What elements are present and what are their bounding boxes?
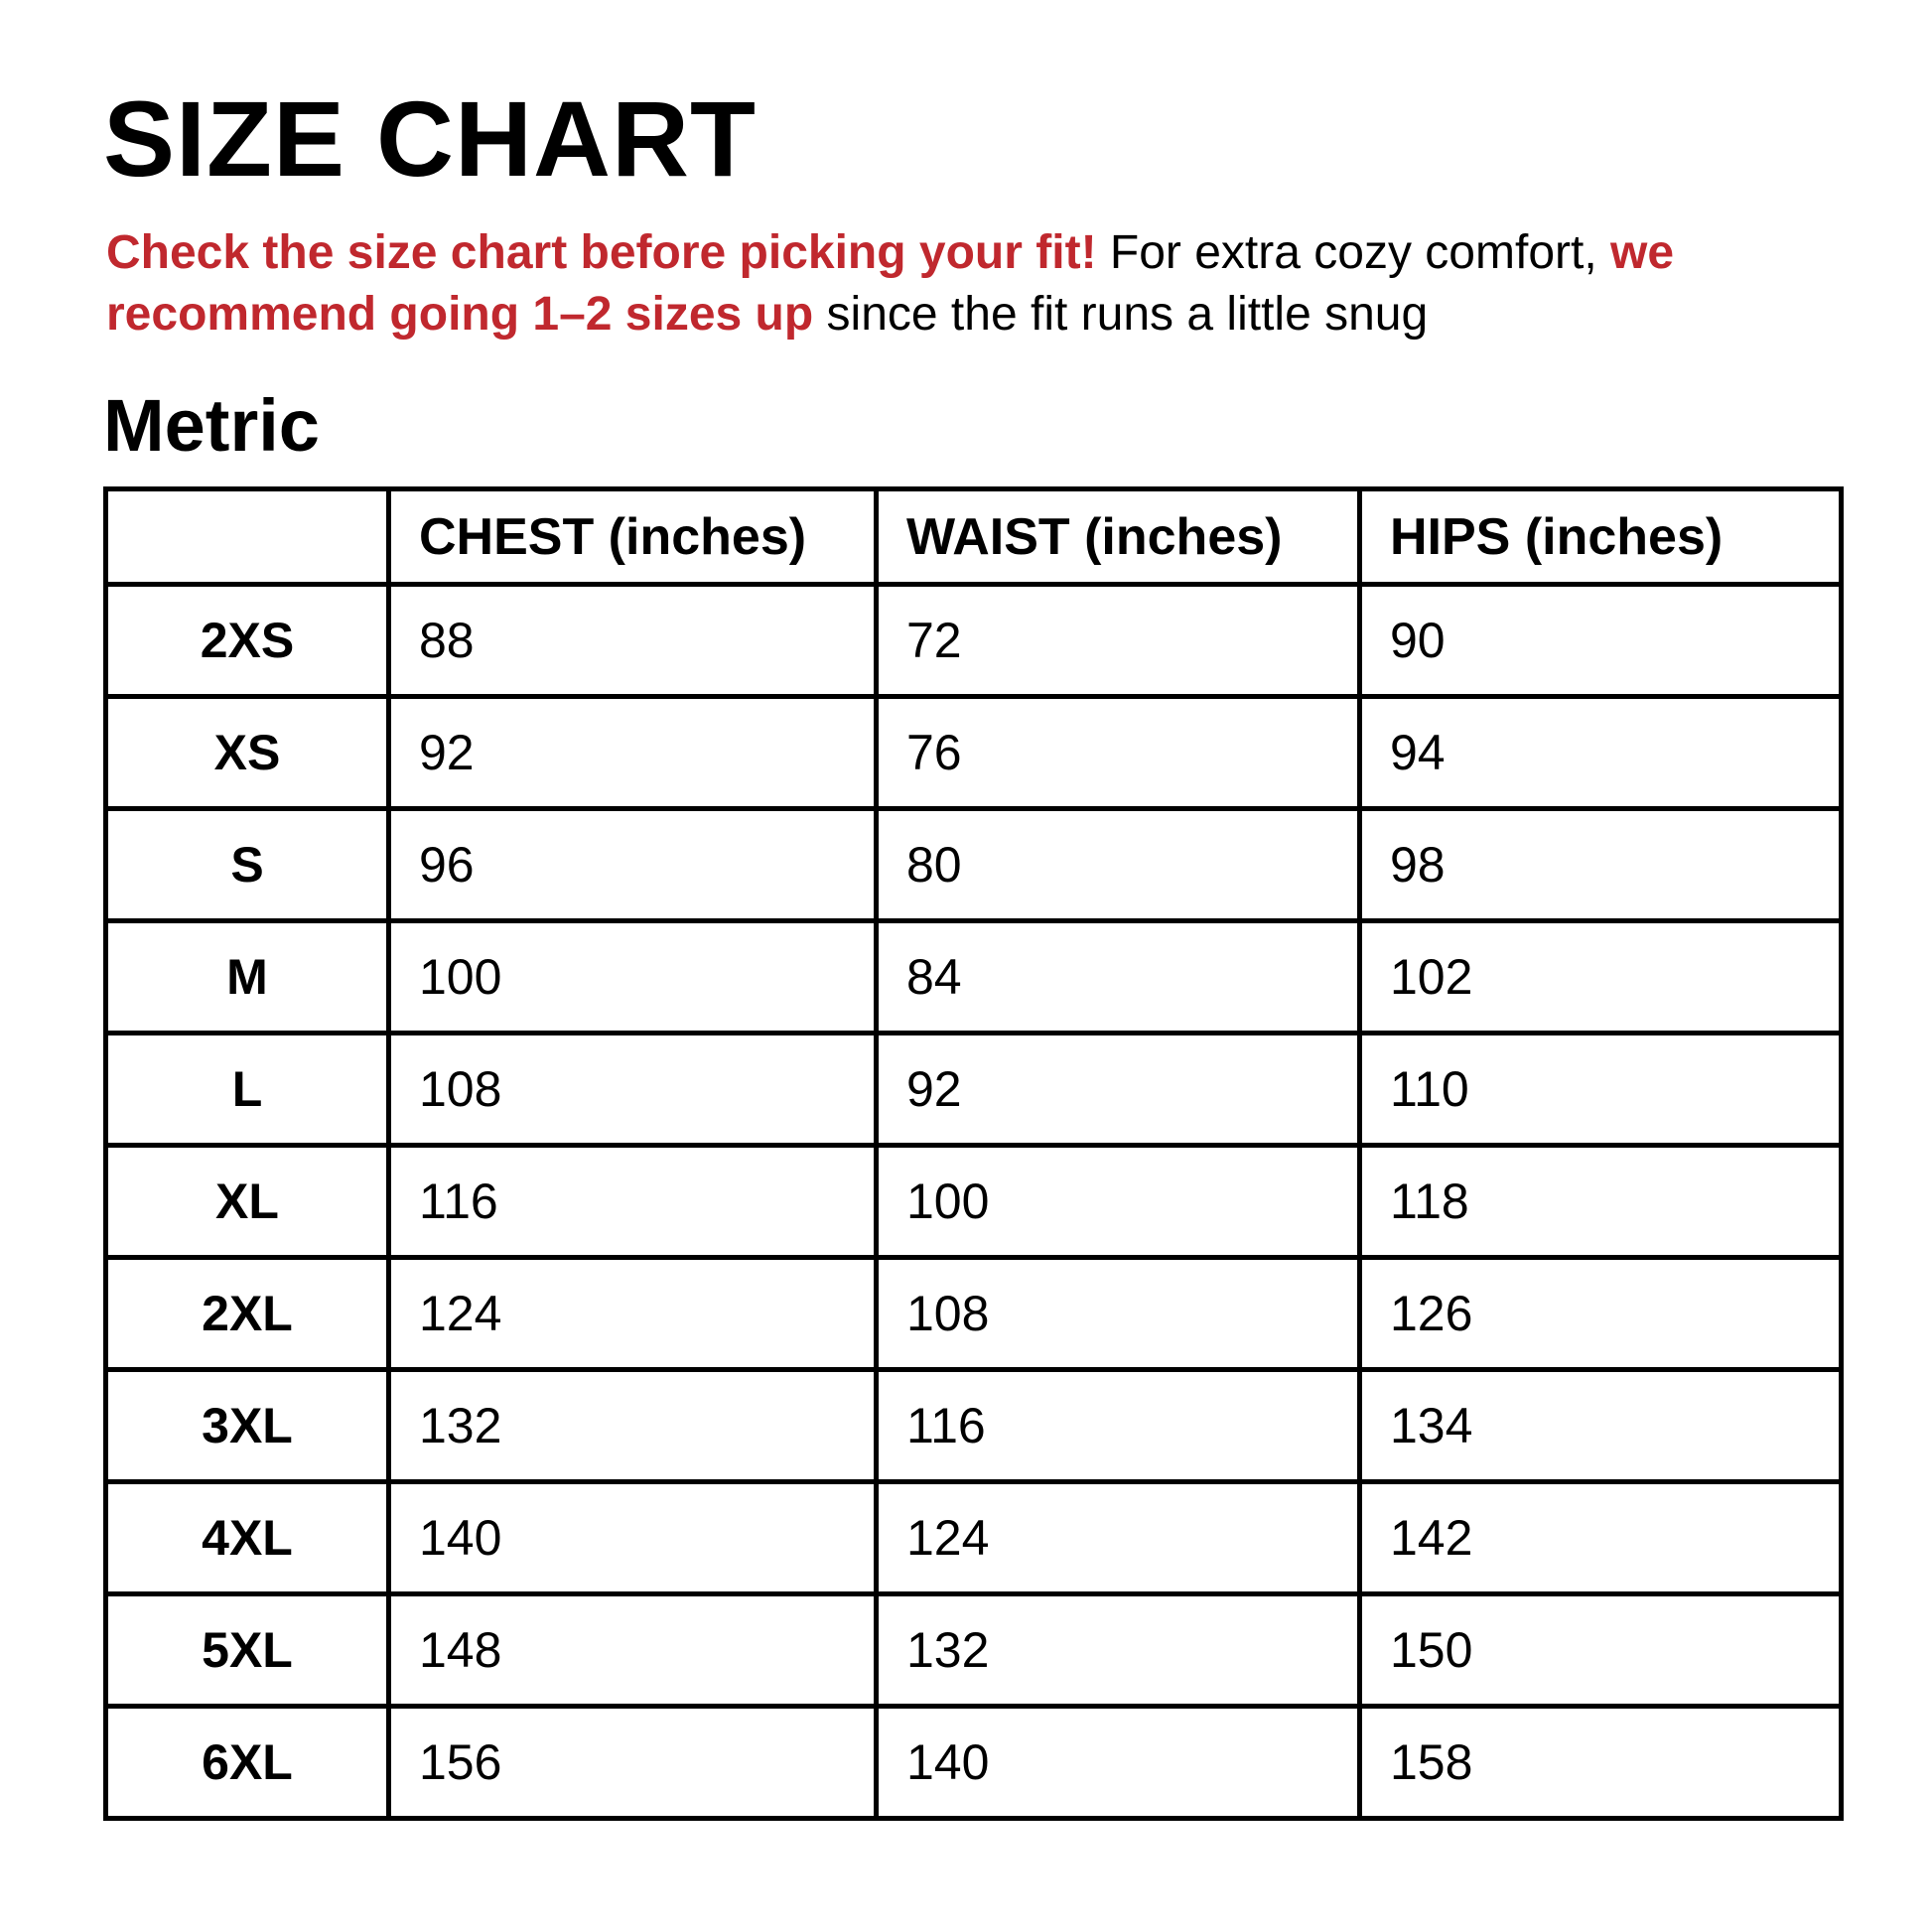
size-table	[103, 486, 1844, 1821]
header-hips: HIPS (inches)	[1360, 489, 1842, 585]
hips-cell: 90	[1360, 585, 1842, 697]
intro-normal-1: For extra cozy comfort,	[1096, 226, 1610, 279]
table-row	[106, 1034, 1842, 1146]
chest-cell: 100	[389, 921, 877, 1034]
hips-cell: 94	[1360, 697, 1842, 809]
header-waist: WAIST (inches)	[877, 489, 1360, 585]
table-row	[106, 585, 1842, 697]
hips-cell: 158	[1360, 1707, 1842, 1819]
chest-cell: 148	[389, 1594, 877, 1707]
hips-cell: 150	[1360, 1594, 1842, 1707]
size-cell: 2XS	[106, 585, 389, 697]
waist-cell: 124	[877, 1482, 1360, 1594]
waist-cell: 72	[877, 585, 1360, 697]
table-row	[106, 1370, 1842, 1482]
header-chest: CHEST (inches)	[389, 489, 877, 585]
chest-cell: 96	[389, 809, 877, 921]
waist-cell: 76	[877, 697, 1360, 809]
waist-cell: 100	[877, 1146, 1360, 1258]
size-cell: S	[106, 809, 389, 921]
size-cell: XL	[106, 1146, 389, 1258]
chest-cell: 140	[389, 1482, 877, 1594]
chest-cell: 156	[389, 1707, 877, 1819]
hips-cell: 102	[1360, 921, 1842, 1034]
table-row	[106, 809, 1842, 921]
header-size	[106, 489, 389, 585]
size-cell: 4XL	[106, 1482, 389, 1594]
waist-cell: 116	[877, 1370, 1360, 1482]
waist-cell: 108	[877, 1258, 1360, 1370]
intro-accent-1: Check the size chart before picking your fit!	[106, 226, 1097, 279]
hips-cell: 118	[1360, 1146, 1842, 1258]
waist-cell: 140	[877, 1707, 1360, 1819]
table-row	[106, 1594, 1842, 1707]
hips-cell: 110	[1360, 1034, 1842, 1146]
waist-cell: 92	[877, 1034, 1360, 1146]
waist-cell: 80	[877, 809, 1360, 921]
chest-cell: 132	[389, 1370, 877, 1482]
table-row	[106, 1707, 1842, 1819]
waist-cell: 84	[877, 921, 1360, 1034]
hips-cell: 98	[1360, 809, 1842, 921]
size-cell: M	[106, 921, 389, 1034]
size-cell: 2XL	[106, 1258, 389, 1370]
size-cell: 6XL	[106, 1707, 389, 1819]
intro-normal-2: since the fit runs a little snug	[813, 288, 1429, 341]
table-row	[106, 1258, 1842, 1370]
waist-cell: 132	[877, 1594, 1360, 1707]
section-title-metric: Metric	[103, 384, 320, 467]
hips-cell: 142	[1360, 1482, 1842, 1594]
chest-cell: 92	[389, 697, 877, 809]
page-title: SIZE CHART	[103, 78, 757, 199]
hips-cell: 134	[1360, 1370, 1842, 1482]
size-cell: L	[106, 1034, 389, 1146]
size-cell: 3XL	[106, 1370, 389, 1482]
size-cell: XS	[106, 697, 389, 809]
chest-cell: 116	[389, 1146, 877, 1258]
table-row	[106, 1482, 1842, 1594]
table-row	[106, 921, 1842, 1034]
hips-cell: 126	[1360, 1258, 1842, 1370]
size-cell: 5XL	[106, 1594, 389, 1707]
table-row	[106, 1146, 1842, 1258]
table-row	[106, 697, 1842, 809]
intro-accent-2: we recommend going 1–2 sizes up	[106, 226, 1675, 341]
intro-text	[106, 222, 1854, 345]
chest-cell: 88	[389, 585, 877, 697]
chest-cell: 124	[389, 1258, 877, 1370]
chest-cell: 108	[389, 1034, 877, 1146]
table-header-row	[106, 489, 1842, 585]
